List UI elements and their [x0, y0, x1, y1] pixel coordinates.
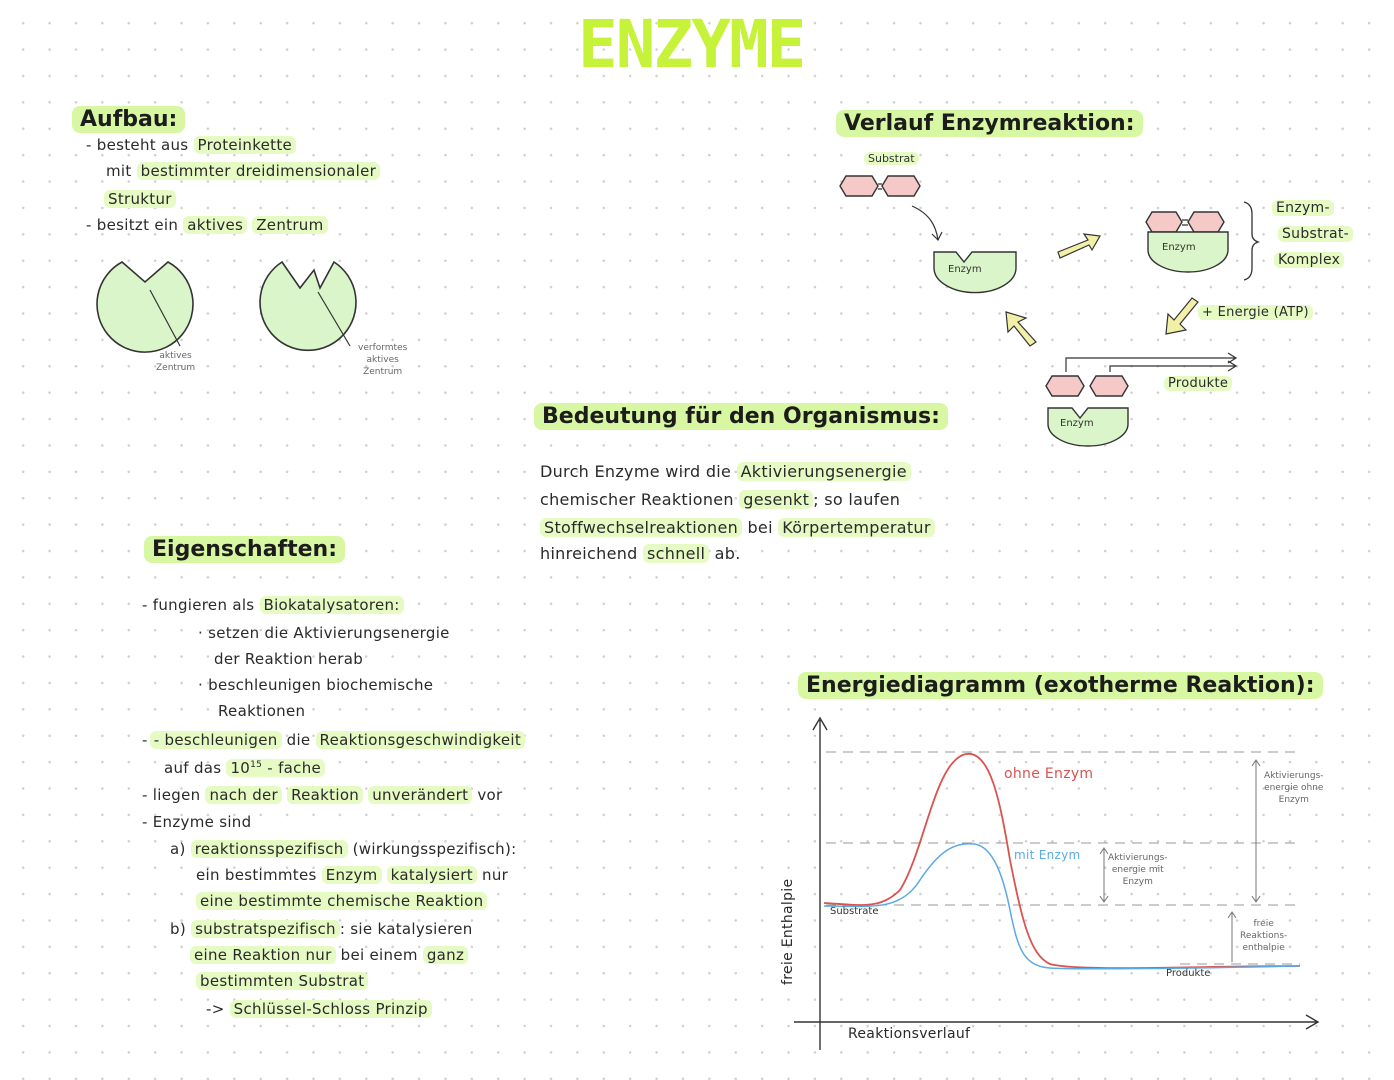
page-title: ENZYME	[578, 6, 805, 83]
label-enzym: Enzym	[1060, 418, 1094, 429]
ea-mit-arrow	[1100, 848, 1108, 902]
verlauf-heading: Verlauf Enzymreaktion:	[836, 110, 1143, 137]
eig-text: - fungieren als	[142, 596, 255, 614]
eig-line-3: der Reaktion herab	[214, 650, 364, 668]
bedeutung-text: hinreichend	[540, 544, 638, 563]
eig-text: a)	[170, 840, 186, 858]
eig-highlight: Schlüssel-Schloss Prinzip	[230, 1000, 432, 1018]
eig-bullet: -	[142, 731, 148, 749]
label-ea-mit	[1108, 852, 1168, 888]
eig-highlight: eine bestimmte chemische Reaktion	[196, 892, 487, 910]
eig-highlight: eine Reaktion nur	[190, 946, 336, 964]
eig-line-9: - Enzyme sind	[142, 813, 252, 831]
eig-highlight: Reaktionsgeschwindigkeit	[316, 731, 526, 749]
label-produkte: Produkte	[1166, 968, 1211, 979]
eig-highlight: reaktionsspezifisch	[191, 840, 348, 858]
bedeutung-highlight: schnell	[643, 544, 709, 563]
bedeutung-text: ; so laufen	[813, 490, 901, 509]
eig-text: bei einem	[340, 946, 418, 964]
eig-highlight: katalysiert	[387, 866, 477, 884]
eigenschaften-heading: Eigenschaften:	[144, 536, 345, 563]
eig-highlight: unverändert	[368, 786, 472, 804]
aufbau-text: - besteht aus	[86, 136, 189, 154]
eig-highlight: Reaktion	[287, 786, 363, 804]
eig-text: b)	[170, 920, 186, 938]
aufbau-heading: Aufbau:	[72, 106, 185, 133]
label-line: Reaktions-	[1240, 931, 1288, 941]
free-enthalpy-arrow	[1228, 912, 1236, 962]
x-axis-label: Reaktionsverlauf	[848, 1026, 971, 1042]
bedeutung-highlight: Aktivierungsenergie	[737, 462, 911, 481]
label-free-enthalpy	[1240, 918, 1287, 954]
eig-highlight: - beschleunigen	[150, 731, 282, 749]
label-complex: Substrat-	[1278, 226, 1353, 242]
label-line: verformtes	[358, 343, 408, 353]
label-line: aktives	[159, 351, 192, 361]
eig-line-4: · beschleunigen biochemische	[198, 676, 434, 694]
label-line: energie mit	[1111, 865, 1164, 875]
aufbau-highlight: Zentrum	[252, 216, 327, 234]
eig-highlight: Biokatalysatoren:	[260, 596, 404, 614]
eig-text: 10	[230, 759, 251, 777]
eig-line-2: · setzen die Aktivierungsenergie	[198, 624, 450, 642]
aufbau-highlight: aktives	[183, 216, 247, 234]
label-line: Aktivierungs-	[1108, 853, 1168, 863]
bedeutung-highlight: Körpertemperatur	[778, 518, 935, 537]
eig-highlight: Enzym	[322, 866, 382, 884]
bedeutung-highlight: Stoffwechselreaktionen	[540, 518, 742, 537]
eig-text: : sie katalysieren	[339, 920, 473, 938]
eig-text: vor	[477, 786, 503, 804]
bedeutung-heading: Bedeutung für den Organismus:	[534, 403, 948, 430]
label-line: Zentrum	[363, 367, 403, 377]
bedeutung-highlight: gesenkt	[739, 490, 813, 509]
eig-highlight: ganz	[423, 946, 468, 964]
eig-text: die	[286, 731, 311, 749]
eig-text: (wirkungsspezifisch):	[352, 840, 517, 858]
eig-text: - liegen	[142, 786, 201, 804]
label-line: freie	[1253, 919, 1274, 929]
aufbau-highlight: Proteinkette	[194, 136, 297, 154]
label-energie: + Energie (ATP)	[1198, 305, 1313, 320]
eig-text: ein bestimmtes	[196, 866, 317, 884]
label-line: Enzym	[1122, 877, 1153, 887]
eig-line-5: Reaktionen	[218, 702, 306, 720]
label-line: enthalpie	[1242, 943, 1285, 953]
aufbau-text: - besitzt ein	[86, 216, 179, 234]
y-axis	[813, 718, 827, 1050]
aufbau-text: mit	[106, 162, 132, 180]
label-complex: Komplex	[1274, 252, 1344, 268]
label-line: Enzym	[1278, 795, 1309, 805]
label-line: Zentrum	[156, 363, 196, 373]
aufbau-highlight: bestimmter dreidimensionaler	[137, 162, 381, 180]
label-substrat: Substrat	[864, 152, 919, 165]
label-enzym: Enzym	[948, 264, 982, 275]
bedeutung-text: chemischer Reaktionen	[540, 490, 734, 509]
label-ea-ohne	[1264, 770, 1324, 806]
eig-highlight: nach der	[205, 786, 282, 804]
y-axis-label: freie Enthalpie	[780, 878, 796, 985]
aufbau-highlight: Struktur	[104, 190, 176, 208]
eig-superscript: 15	[250, 760, 263, 770]
label-produkte: Produkte	[1164, 376, 1232, 391]
eig-highlight: bestimmten Substrat	[196, 972, 368, 990]
label-mit-enzym: mit Enzym	[1014, 848, 1081, 862]
curve-mit-enzym	[824, 844, 1300, 969]
bedeutung-text: bei	[747, 518, 773, 537]
eig-text: nur	[482, 866, 509, 884]
label-enzym: Enzym	[1162, 242, 1196, 253]
label-line: aktives	[366, 355, 399, 365]
ea-ohne-arrow	[1252, 760, 1260, 902]
eig-text: auf das	[164, 759, 222, 777]
eig-text: - fache	[267, 759, 322, 777]
label-line: Aktivierungs-	[1264, 771, 1324, 781]
label-ohne-enzym: ohne Enzym	[1004, 766, 1094, 782]
label-substrate: Substrate	[830, 906, 879, 917]
eig-highlight: substratspezifisch	[191, 920, 340, 938]
diagram-heading: Energiediagramm (exotherme Reaktion):	[798, 672, 1323, 699]
eig-text: ->	[206, 1000, 225, 1018]
label-line: energie ohne	[1264, 783, 1324, 793]
bedeutung-text: ab.	[714, 544, 741, 563]
label-complex: Enzym-	[1272, 200, 1334, 216]
bedeutung-text: Durch Enzyme wird die	[540, 462, 732, 481]
